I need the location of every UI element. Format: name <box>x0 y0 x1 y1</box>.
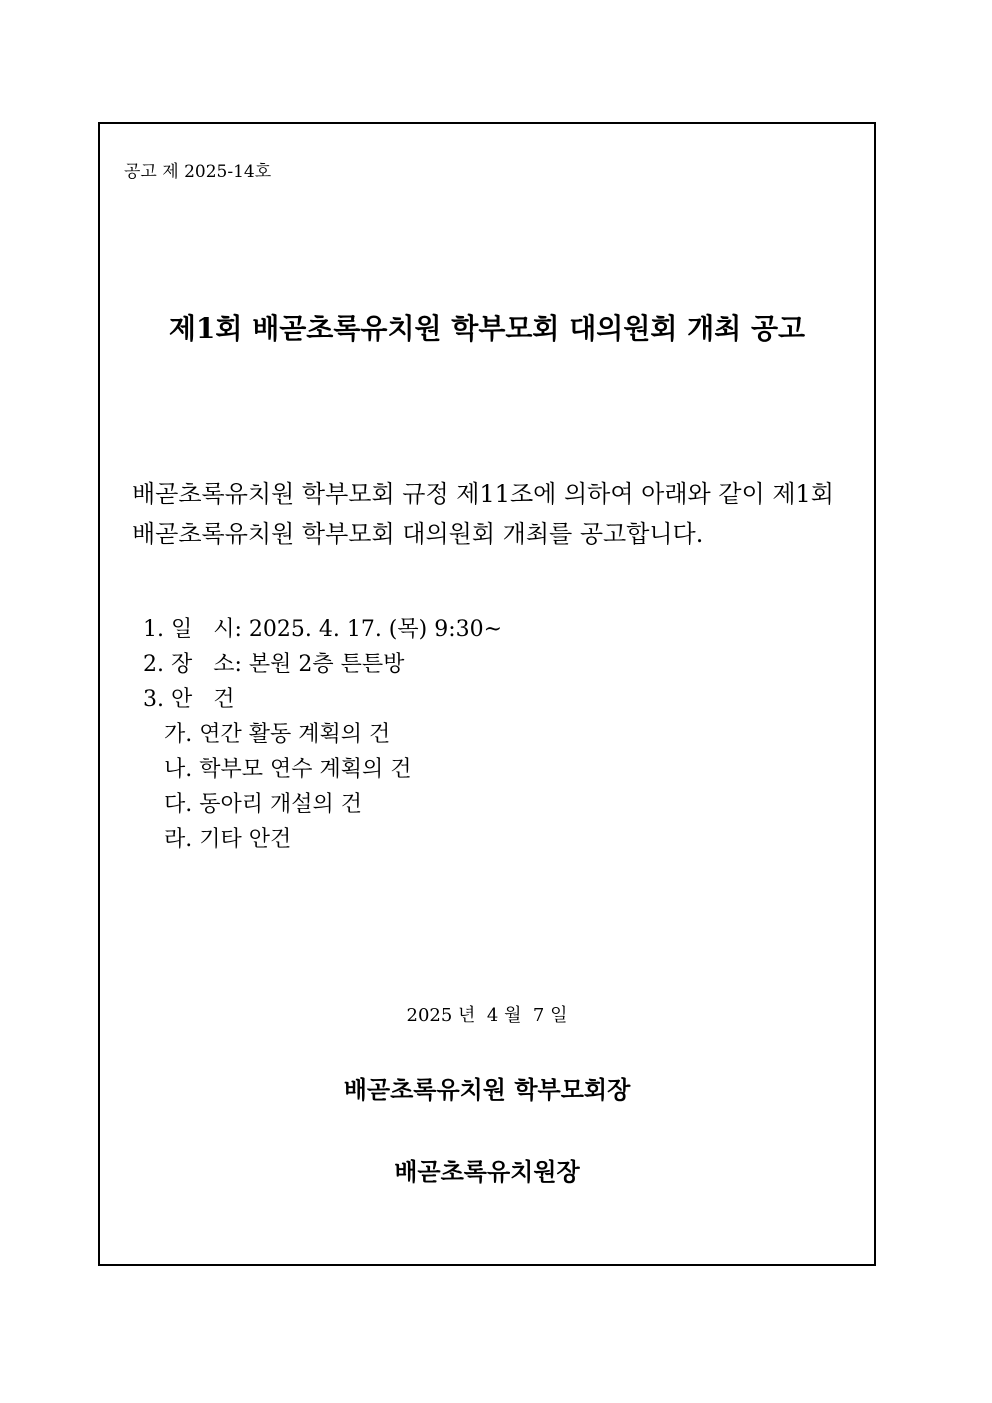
signer-principal: 배곧초록유치원장 <box>394 1157 580 1186</box>
announcement-date: 2025 년 4 월 7 일 <box>406 1005 568 1026</box>
document-title: 제1회 배곧초록유치원 학부모회 대의원회 개최 공고 <box>168 312 806 345</box>
venue-line: 2. 장 소: 본원 2층 튼튼방 <box>143 652 405 677</box>
agenda-item: 나. 학부모 연수 계획의 건 <box>164 757 412 782</box>
agenda-item: 다. 동아리 개설의 건 <box>164 792 362 817</box>
notice-number: 공고 제 2025-14호 <box>124 162 272 182</box>
schedule-line: 1. 일 시: 2025. 4. 17. (목) 9:30~ <box>143 617 503 642</box>
intro-line-2: 배곧초록유치원 학부모회 대의원회 개최를 공고합니다. <box>132 520 704 548</box>
intro-paragraph <box>132 474 872 554</box>
agenda-heading: 3. 안 건 <box>143 687 235 712</box>
agenda-item: 라. 기타 안건 <box>164 827 292 852</box>
signer-council-president: 배곧초록유치원 학부모회장 <box>343 1075 631 1104</box>
agenda-item: 가. 연간 활동 계획의 건 <box>164 722 391 747</box>
intro-line-1: 배곧초록유치원 학부모회 규정 제11조에 의하여 아래와 같이 제1회 <box>132 480 834 508</box>
meeting-details <box>143 612 502 857</box>
